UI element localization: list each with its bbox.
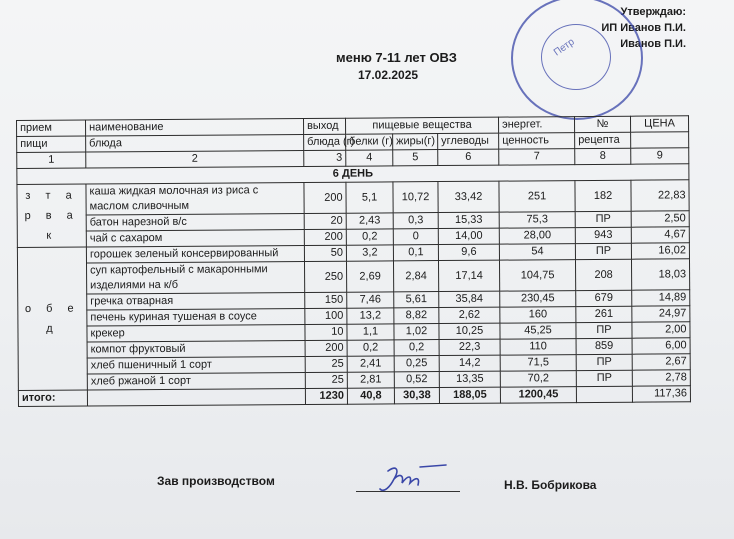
cell-out: 10 [305, 324, 347, 340]
cell-price: 14,89 [632, 290, 690, 306]
lunch-row-meal-label: о б е д [17, 247, 87, 390]
cell-price: 4,67 [631, 227, 689, 243]
cell-name: батон нарезной в/с [86, 213, 304, 231]
cell-energy: 251 [499, 181, 575, 213]
cell-out: 150 [305, 292, 347, 308]
cell-recipe: 261 [576, 306, 632, 322]
cell-carbs: 14,2 [439, 355, 500, 371]
cell-protein: 7,46 [347, 292, 394, 308]
cell-fat: 0,1 [393, 245, 438, 261]
cell-protein: 2,81 [347, 372, 394, 388]
stamp-inner-ring [541, 24, 611, 90]
cell-out: 250 [304, 261, 346, 292]
cell-protein: 13,2 [347, 308, 394, 324]
total-output: 1230 [305, 388, 347, 404]
cell-name: суп картофельный с макаронными изделиями на к/б [87, 261, 305, 294]
header-cell: пищи [17, 136, 86, 152]
cell-recipe: ПР [575, 243, 631, 259]
breakfast-row-meal-label: з т а р в а к [17, 184, 86, 247]
total-energy: 1200,45 [500, 387, 576, 404]
cell-recipe: 679 [576, 290, 632, 306]
header-cell: выход [303, 118, 345, 134]
cell-name: крекер [87, 324, 305, 342]
cell-carbs: 15,33 [438, 212, 499, 228]
cell-fat: 0 [393, 229, 438, 245]
cell-price: 2,78 [632, 370, 690, 386]
day-label: 6 ДЕНЬ [17, 164, 689, 185]
cell-out: 200 [304, 182, 346, 213]
lunch-row [18, 259, 690, 295]
cell-name: хлеб пшеничный 1 сорт [87, 356, 305, 374]
cell-energy: 75,3 [499, 212, 575, 229]
column-number: 2 [86, 150, 304, 168]
cell-carbs: 35,84 [439, 291, 500, 307]
cell-name: компот фруктовый [87, 340, 305, 358]
cell-fat: 1,02 [394, 324, 439, 340]
cell-carbs: 9,6 [438, 244, 499, 260]
column-number: 5 [393, 150, 438, 166]
cell-name: каша жидкая молочная из риса с маслом сливочным [86, 182, 304, 215]
cell-out: 25 [305, 356, 347, 372]
cell-price: 2,67 [632, 354, 690, 370]
cell-protein: 0,2 [347, 340, 394, 356]
column-number: 7 [499, 149, 575, 166]
column-number: 9 [631, 148, 689, 164]
header-cell: блюда [86, 134, 304, 152]
cell-recipe: 943 [575, 227, 631, 243]
cell-out: 25 [305, 372, 347, 388]
footer-position: Зав производством [157, 474, 275, 488]
cell-energy: 28,00 [499, 228, 575, 245]
cell-price: 24,97 [632, 306, 690, 322]
cell-energy: 230,45 [500, 291, 576, 308]
cell-energy: 160 [500, 307, 576, 324]
cell-energy: 104,75 [500, 260, 576, 292]
stamp-text: Петр [551, 36, 577, 59]
cell-fat: 0,25 [394, 356, 439, 372]
cell-protein: 2,41 [347, 356, 394, 372]
cell-price: 2,50 [631, 211, 689, 227]
cell-recipe: 208 [576, 259, 632, 290]
header-cell: пищевые вещества [345, 117, 498, 134]
cell-carbs: 14,00 [438, 228, 499, 244]
cell-recipe: 182 [575, 180, 631, 211]
header-cell: рецепта [575, 132, 631, 148]
cell-recipe: ПР [575, 211, 631, 227]
header-cell [631, 132, 689, 148]
total-label: итого: [18, 390, 87, 406]
header-cell: углеводы [438, 133, 499, 149]
cell-energy: 54 [499, 244, 575, 261]
total-price: 117,36 [632, 386, 690, 402]
cell-price: 6,00 [632, 338, 690, 354]
column-number: 1 [17, 152, 86, 168]
header-cell: наименование [86, 118, 304, 136]
menu-title: меню 7-11 лет ОВЗ [336, 50, 457, 65]
total-fat: 30,38 [394, 388, 439, 404]
header-cell: ценность [499, 133, 575, 150]
header-cell: энергет. [499, 117, 575, 134]
column-number: 6 [438, 149, 499, 165]
cell-recipe: 859 [576, 338, 632, 354]
total-carbs: 188,05 [439, 387, 500, 403]
cell-name: хлеб ржаной 1 сорт [87, 372, 305, 390]
header-cell: ЦЕНА [631, 116, 689, 132]
cell-fat: 0,52 [394, 372, 439, 388]
cell-price: 16,02 [631, 243, 689, 259]
cell-energy: 45,25 [500, 323, 576, 340]
cell-protein: 2,69 [346, 261, 393, 292]
approval-title: Утверждаю: [620, 6, 686, 18]
header-cell: белки (г) [346, 134, 393, 150]
cell-protein: 1,1 [347, 324, 394, 340]
total-protein: 40,8 [347, 388, 394, 404]
cell-price: 22,83 [631, 180, 689, 211]
cell-fat: 0,2 [394, 340, 439, 356]
menu-table [16, 115, 691, 407]
cell-recipe: ПР [576, 370, 632, 386]
cell-carbs: 2,62 [439, 307, 500, 323]
cell-protein: 0,2 [346, 229, 393, 245]
cell-name: чай с сахаром [86, 229, 304, 247]
header-cell: блюда (г) [304, 134, 346, 150]
cell-carbs: 10,25 [439, 323, 500, 339]
cell-energy: 110 [500, 339, 576, 356]
cell-protein: 2,43 [346, 213, 393, 229]
cell-fat: 0,3 [393, 213, 438, 229]
cell-name: печень куриная тушеная в соусе [87, 308, 305, 326]
cell-protein: 5,1 [346, 182, 393, 213]
cell-carbs: 13,35 [439, 371, 500, 387]
cell-fat: 8,82 [394, 308, 439, 324]
cell-fat: 10,72 [393, 182, 438, 213]
cell-price: 18,03 [632, 259, 690, 290]
breakfast-row [17, 180, 689, 216]
cell-out: 20 [304, 213, 346, 229]
column-number: 3 [304, 150, 346, 166]
column-number: 8 [575, 148, 631, 164]
cell-name: горошек зеленый консервированный [86, 245, 304, 263]
footer-name: Н.В. Бобрикова [504, 478, 597, 492]
approval-line-1: ИП Иванов П.И. [601, 22, 686, 34]
cell-recipe: ПР [576, 354, 632, 370]
cell-out: 200 [305, 340, 347, 356]
cell-fat: 5,61 [394, 292, 439, 308]
round-stamp [511, 0, 643, 120]
header-cell: жиры(г) [393, 134, 438, 150]
header-cell: прием [17, 120, 86, 136]
cell-carbs: 33,42 [438, 181, 499, 212]
lunch-section [17, 243, 690, 391]
total-recipe [576, 386, 632, 402]
total-empty [87, 388, 305, 406]
header-cell: № [575, 116, 631, 132]
cell-recipe: ПР [576, 322, 632, 338]
cell-fat: 2,84 [393, 261, 438, 292]
breakfast-section [17, 180, 689, 248]
handwritten-signature [370, 459, 450, 499]
cell-out: 50 [304, 245, 346, 261]
cell-price: 2,00 [632, 322, 690, 338]
cell-carbs: 17,14 [438, 260, 499, 291]
menu-date: 17.02.2025 [358, 68, 419, 82]
cell-protein: 3,2 [346, 245, 393, 261]
cell-energy: 71,5 [500, 355, 576, 372]
cell-name: гречка отварная [87, 292, 305, 310]
cell-carbs: 22,3 [439, 339, 500, 355]
cell-out: 200 [304, 229, 346, 245]
cell-out: 100 [305, 308, 347, 324]
approval-line-2: Иванов П.И. [620, 38, 686, 50]
column-number: 4 [346, 150, 393, 166]
cell-energy: 70,2 [500, 371, 576, 388]
